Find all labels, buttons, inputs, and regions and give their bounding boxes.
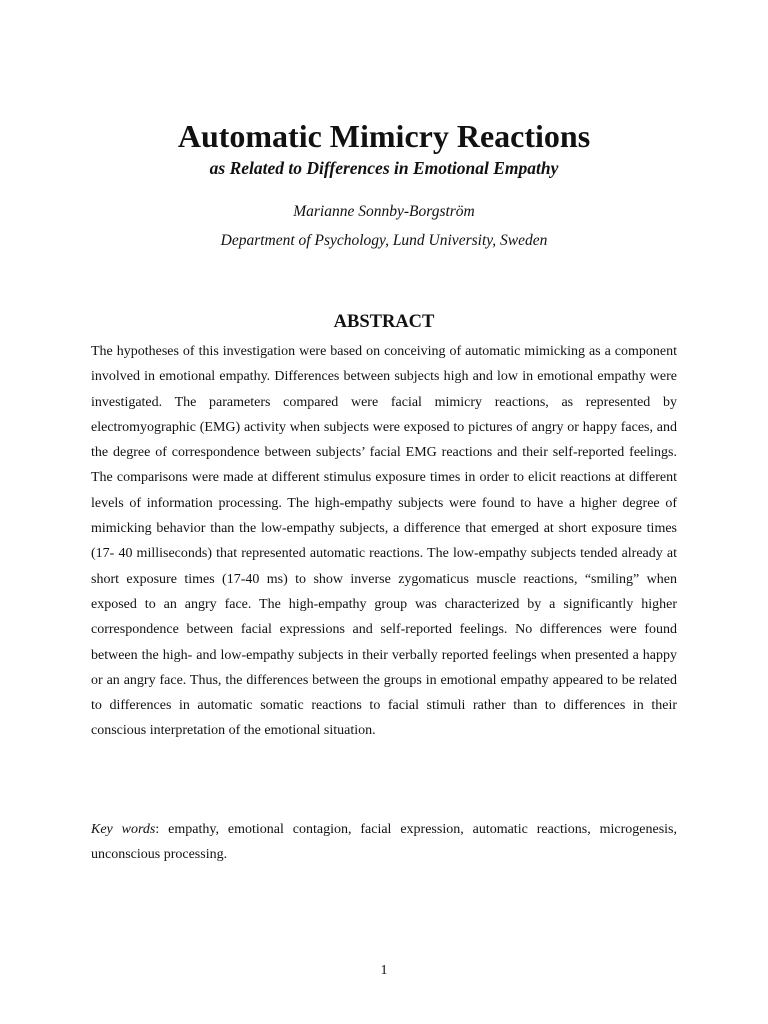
keywords-list: : empathy, emotional contagion, facial expression, automatic reactions, microgenesis, unconscious processing. xyxy=(91,822,677,863)
author-affiliation: Department of Psychology, Lund University, Sweden xyxy=(220,232,548,249)
keywords-paragraph xyxy=(91,817,677,868)
abstract-heading: ABSTRACT xyxy=(333,312,435,332)
paper-subtitle: as Related to Differences in Emotional Empathy xyxy=(209,158,559,178)
page-number: 1 xyxy=(380,963,388,978)
paper-title: Automatic Mimicry Reactions xyxy=(177,118,591,154)
author-name: Marianne Sonnby-Borgström xyxy=(293,203,475,220)
abstract-body: The hypotheses of this investigation were based on conceiving of automatic mimicking as a component involved in emotional empathy. Differences between subjects high and low in emotional empathy were investigated. The parameters compared were facial mimicry reactions, as represented by electromyographic (EMG) activity when subjects were exposed to pictures of angry or happy faces, and the degree of correspondence between subjects’ facial EMG reactions and their self-reported feelings. The comparisons were made at different stimulus exposure times in order to elicit reactions at different levels of information processing. The high-empathy subjects were found to have a higher degree of mimicking behavior than the low-empathy subjects, a difference that emerged at short exposure times (17- 40 milliseconds) that represented automatic reactions. The low-empathy subjects tended already at short exposure times (17-40 ms) to show inverse zygomaticus muscle reactions, “smiling” when exposed to an angry face. The high-empathy group was characterized by a significantly higher correspondence between facial expressions and self-reported feelings. No differences were found between the high- and low-empathy subjects in their verbally reported feelings when presented a happy or an angry face. Thus, the differences between the groups in emotional empathy appeared to be related to differences in automatic somatic reactions to facial stimuli rather than to differences in their conscious interpretation of the emotional situation. xyxy=(91,344,677,739)
keywords-label: Key words xyxy=(91,822,156,837)
